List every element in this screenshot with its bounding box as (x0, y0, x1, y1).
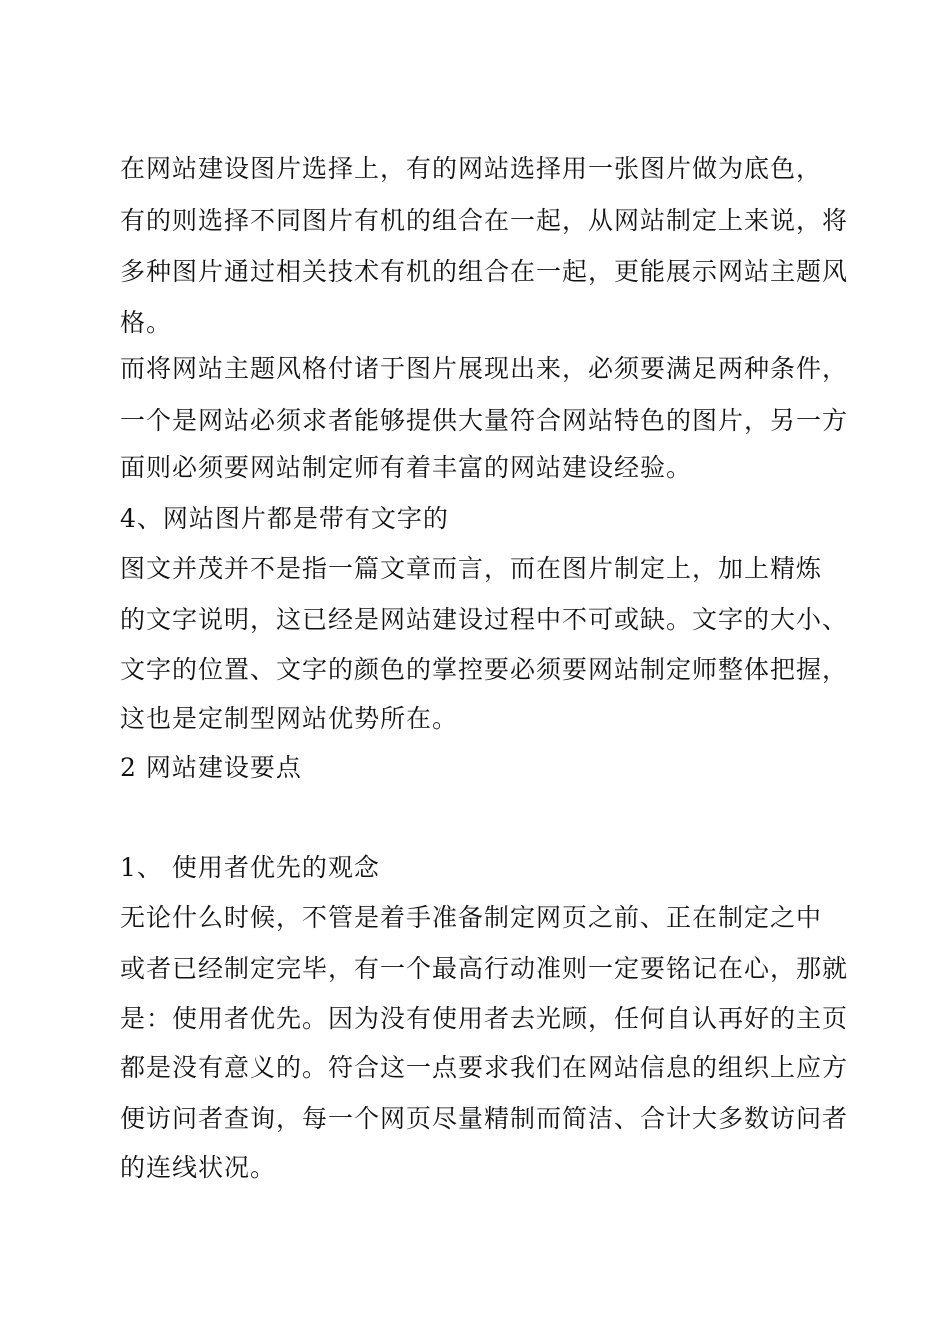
paragraph-line: 格。 (120, 308, 173, 337)
paragraph-line: 的文字说明，这已经是网站建设过程中不可或缺。文字的大小、 (120, 605, 849, 634)
list-heading: 4、网站图片都是带有文字的 (120, 504, 449, 533)
paragraph-line: 在网站建设图片选择上，有的网站选择用一张图片做为底色， (120, 154, 823, 183)
paragraph-line: 有的则选择不同图片有机的组合在一起，从网站制定上来说，将 (120, 206, 849, 235)
paragraph-line: 文字的位置、文字的颜色的掌控要必须要网站制定师整体把握， (120, 655, 849, 684)
paragraph-line: 而将网站主题风格付诸于图片展现出来，必须要满足两种条件， (120, 354, 849, 383)
paragraph-line: 图文并茂并不是指一篇文章而言，而在图片制定上，加上精炼 (120, 554, 823, 583)
paragraph-line: 的连线状况。 (120, 1153, 277, 1182)
section-heading: 2 网站建设要点 (120, 753, 302, 782)
paragraph-line: 多种图片通过相关技术有机的组合在一起，更能展示网站主题风 (120, 257, 849, 286)
paragraph-line: 一个是网站必须求者能够提供大量符合网站特色的图片，另一方 (120, 406, 849, 435)
paragraph-line: 无论什么时候，不管是着手准备制定网页之前、正在制定之中 (120, 903, 823, 932)
paragraph-line: 便访问者查询，每一个网页尽量精制而简洁、合计大多数访问者 (120, 1104, 849, 1133)
list-heading: 1、 使用者优先的观念 (120, 853, 380, 882)
paragraph-line: 或者已经制定完毕，有一个最高行动准则一定要铭记在心，那就 (120, 954, 849, 983)
paragraph-line: 是：使用者优先。因为没有使用者去光顾，任何自认再好的主页 (120, 1004, 849, 1033)
paragraph-line: 都是没有意义的。符合这一点要求我们在网站信息的组织上应方 (120, 1053, 849, 1082)
paragraph-line: 面则必须要网站制定师有着丰富的网站建设经验。 (120, 453, 693, 482)
paragraph-line: 这也是定制型网站优势所在。 (120, 704, 459, 733)
